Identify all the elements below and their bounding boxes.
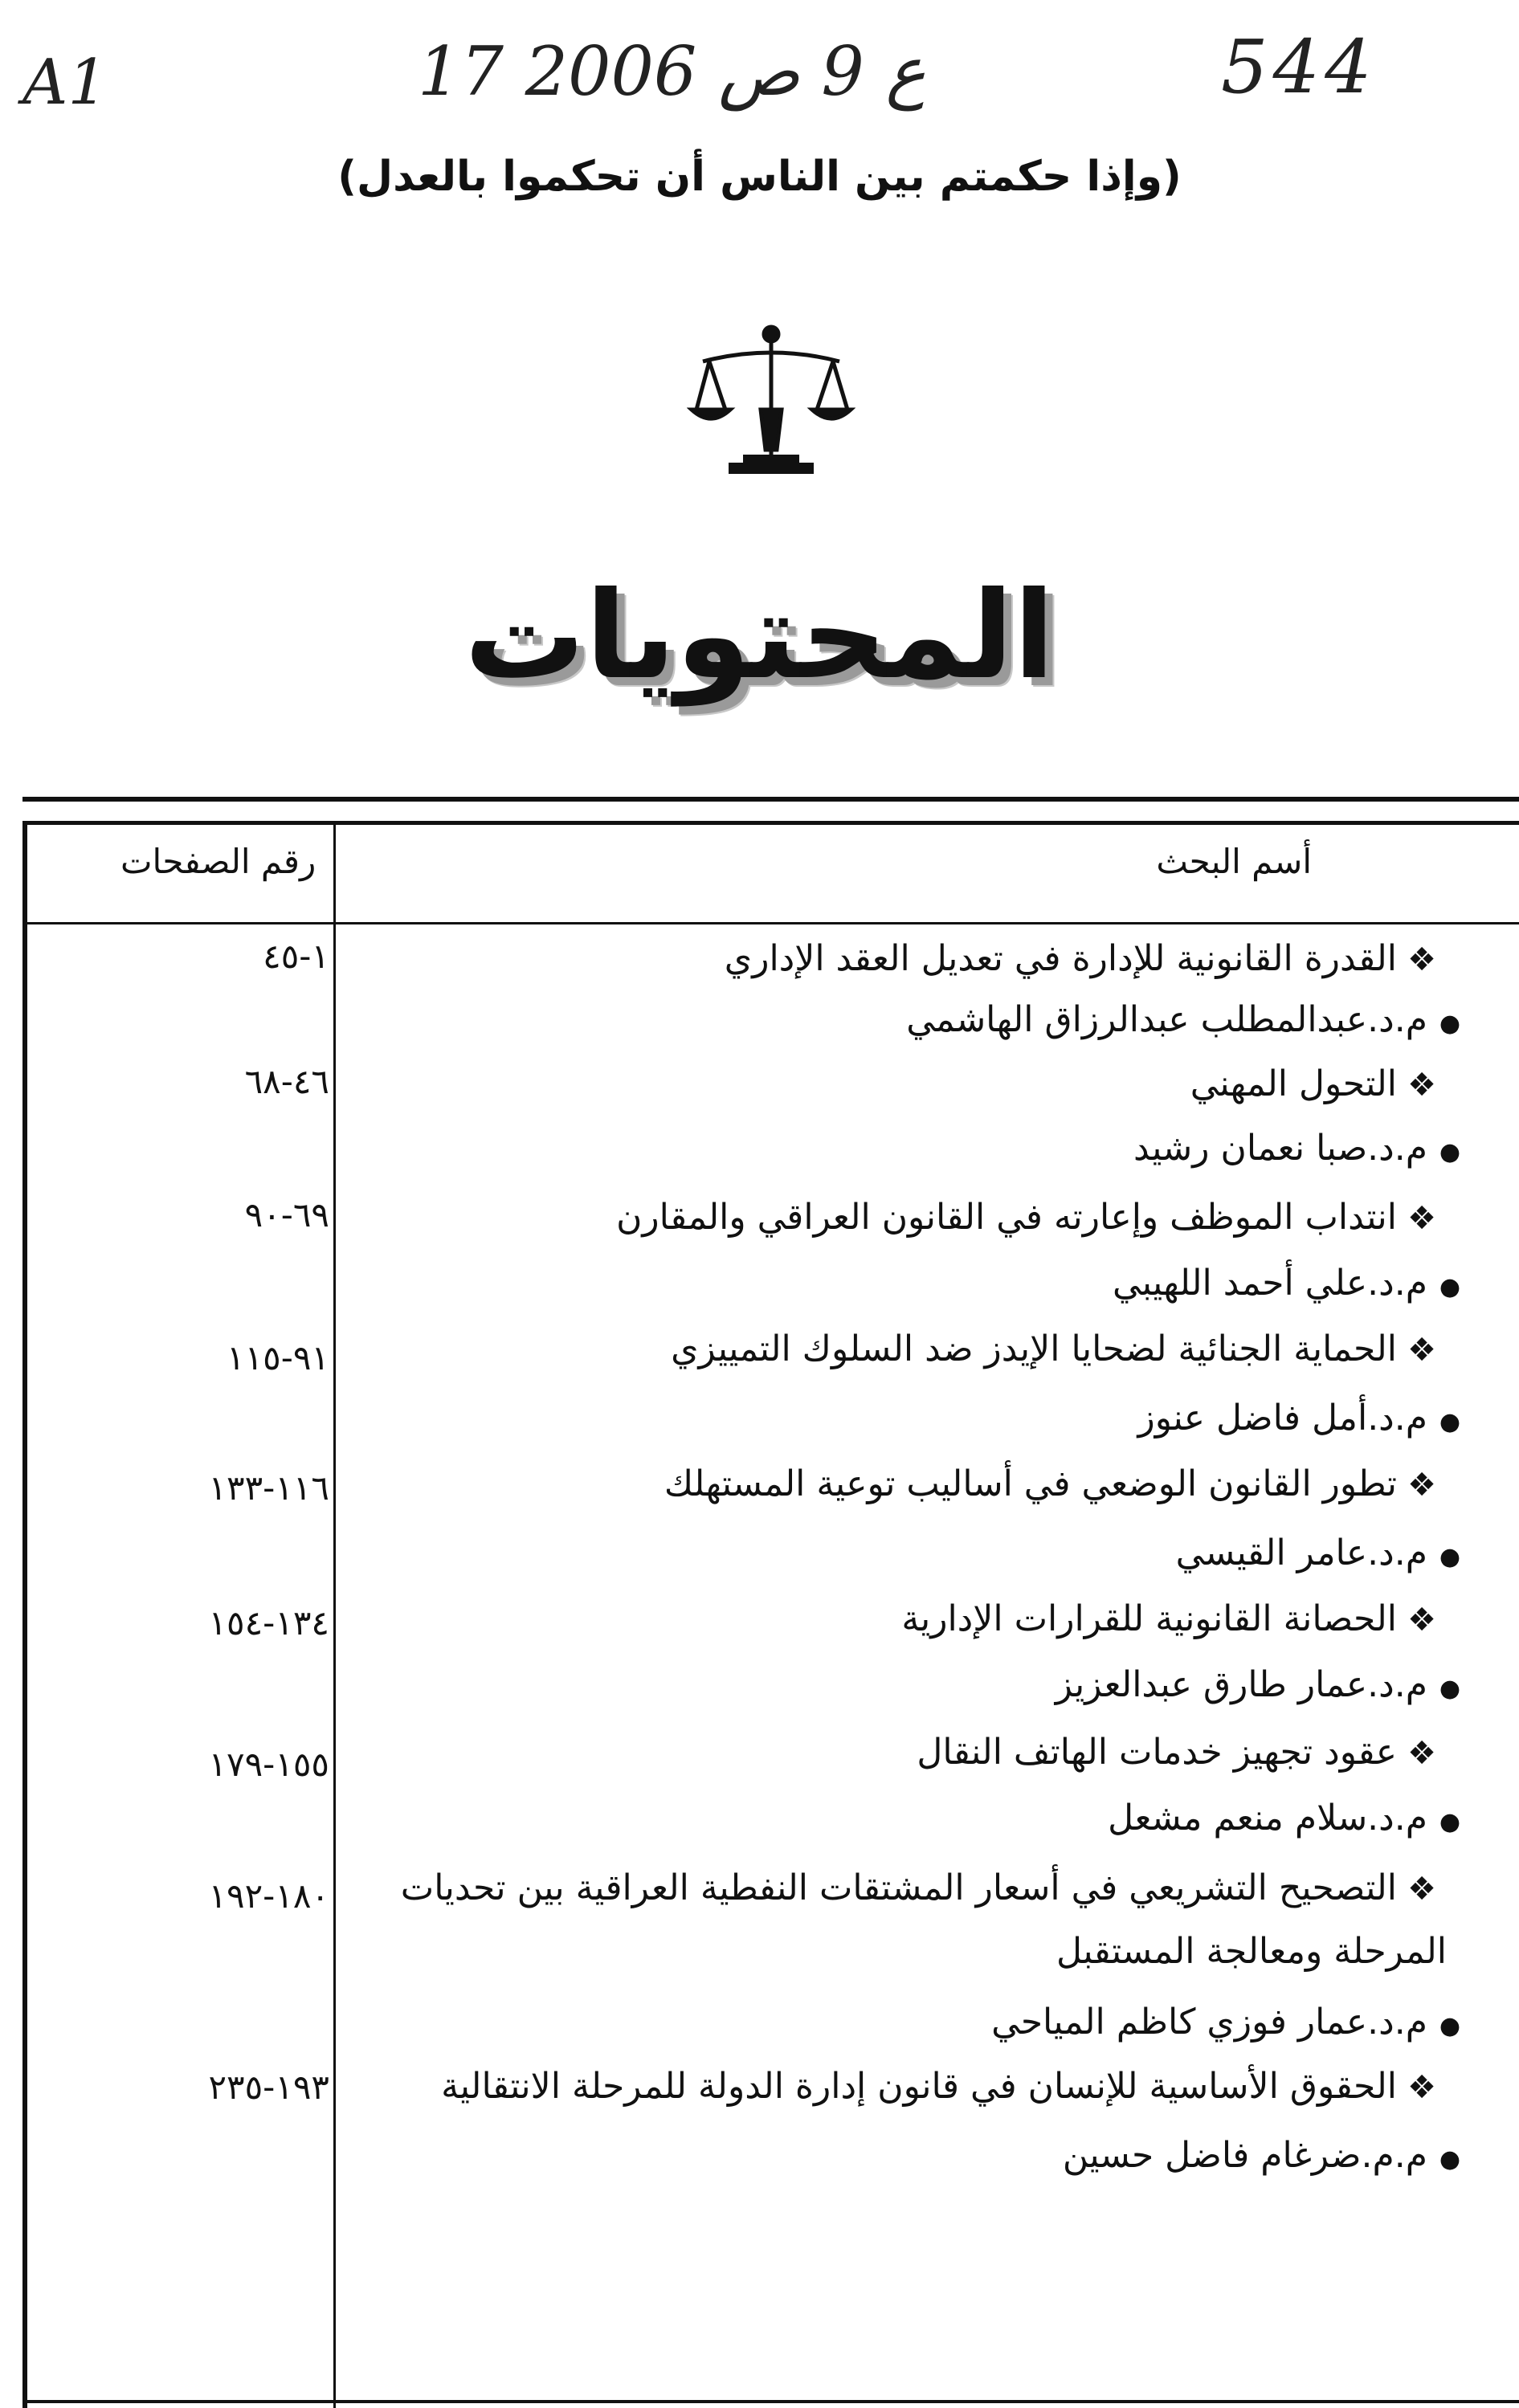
article-title: القدرة القانونية للإدارة في تعديل العقد الإداري <box>724 938 1397 979</box>
article-title: الحماية الجنائية لضحايا الإيدز ضد السلوك التمييزي <box>671 1328 1397 1369</box>
table-bottom-rule <box>22 2400 1519 2403</box>
article-author: م.د.سلام منعم مشعل <box>1108 1798 1427 1839</box>
article-title: تطور القانون الوضعي في أساليب توعية المستهلك <box>664 1463 1397 1504</box>
diamond-bullet-icon: ❖ <box>1407 1200 1436 1237</box>
page-range: ١٨٠-١٩٢ <box>208 1876 329 1916</box>
table-row-title <box>917 1728 1447 1777</box>
header-divider <box>27 922 1519 924</box>
table-row-author <box>1108 1794 1472 1847</box>
article-title: الحقوق الأساسية للإنسان في قانون إدارة الدولة للمرحلة الانتقالية <box>441 2066 1397 2107</box>
article-title: عقود تجهيز خدمات الهاتف النقال <box>917 1732 1397 1773</box>
article-author: م.د.أمل فاضل عنوز <box>1137 1398 1427 1439</box>
article-title: انتداب الموظف وإعارته في القانون العراقي والمقارن <box>616 1197 1397 1238</box>
dot-bullet-icon: ● <box>1439 1543 1461 1571</box>
table-row-author <box>1137 1394 1472 1447</box>
table-row-author <box>1176 1529 1472 1582</box>
table-row-title <box>725 935 1447 984</box>
article-author: م.د.عبدالمطلب عبدالرزاق الهاشمي <box>906 999 1427 1040</box>
handwritten-note-date: 17 ع 9 ص 2006 <box>418 32 926 111</box>
page-range: ٦٩-٩٠ <box>244 1195 329 1235</box>
dot-bullet-icon: ● <box>1439 1273 1461 1301</box>
table-top-rule <box>22 797 1519 802</box>
page-range: ١-٤٥ <box>263 937 329 976</box>
quranic-verse-heading: (وإذا حكمتم بين الناس أن تحكموا بالعدل) <box>337 153 1182 201</box>
table-row-author <box>906 996 1472 1048</box>
column-divider <box>333 821 336 2408</box>
handwritten-note-left: A1 <box>22 47 108 119</box>
table-row-author <box>1063 2132 1472 2184</box>
table-row-author <box>1056 1661 1472 1713</box>
diamond-bullet-icon: ❖ <box>1407 1332 1436 1369</box>
dot-bullet-icon: ● <box>1439 1675 1461 1703</box>
page-title: المحتويات <box>463 566 1056 706</box>
diamond-bullet-icon: ❖ <box>1407 1467 1436 1504</box>
dot-bullet-icon: ● <box>1439 1408 1461 1436</box>
page-range: ١٥٥-١٧٩ <box>208 1745 329 1784</box>
article-title: التصحيح التشريعي في أسعار المشتقات النفطية العراقية بين تحديات المرحلة ومعالجة المستقبل <box>400 1867 1447 1972</box>
article-author: م.د.صبا نعمان رشيد <box>1133 1128 1427 1169</box>
page-range: ١١٦-١٣٣ <box>208 1468 329 1508</box>
table-row-author <box>1133 1124 1472 1177</box>
page-range: ٤٦-٦٨ <box>244 1062 329 1101</box>
article-author: م.د.عمار فوزي كاظم المياحي <box>991 2002 1427 2043</box>
scales-of-justice-icon <box>687 321 855 482</box>
dot-bullet-icon: ● <box>1439 1138 1461 1166</box>
diamond-bullet-icon: ❖ <box>1407 1735 1436 1772</box>
column-header-title: أسم البحث <box>1156 842 1312 881</box>
page-range: ١٣٤-١٥٤ <box>208 1603 329 1643</box>
table-row-title <box>441 2063 1447 2112</box>
table-row-title <box>386 1857 1447 1983</box>
diamond-bullet-icon: ❖ <box>1407 1871 1436 1908</box>
table-row-title <box>901 1595 1447 1644</box>
article-title: الحصانة القانونية للقرارات الإدارية <box>901 1598 1397 1639</box>
article-author: م.د.عامر القيسي <box>1175 1533 1427 1573</box>
diamond-bullet-icon: ❖ <box>1407 1067 1436 1104</box>
page-range: ١٩٣-٢٣٥ <box>208 2067 329 2107</box>
table-row-author <box>1113 1259 1472 1312</box>
dot-bullet-icon: ● <box>1439 2145 1461 2173</box>
table-row-author <box>991 1998 1472 2051</box>
page-range: ٩١-١١٥ <box>227 1338 329 1377</box>
table-row-title <box>664 1460 1447 1509</box>
diamond-bullet-icon: ❖ <box>1407 2069 1436 2106</box>
column-header-pages: رقم الصفحات <box>120 842 316 881</box>
table-row-title <box>1190 1060 1447 1109</box>
dot-bullet-icon: ● <box>1439 1010 1461 1038</box>
dot-bullet-icon: ● <box>1439 2012 1461 2040</box>
article-author: م.م.ضرغام فاضل حسين <box>1062 2135 1427 2176</box>
handwritten-note-number: 544 <box>1221 24 1377 110</box>
diamond-bullet-icon: ❖ <box>1407 1602 1436 1639</box>
table-row-title <box>616 1194 1447 1243</box>
article-author: م.د.عمار طارق عبدالعزيز <box>1055 1664 1427 1705</box>
article-title: التحول المهني <box>1190 1063 1397 1104</box>
table-row-title <box>671 1325 1447 1374</box>
diamond-bullet-icon: ❖ <box>1407 941 1436 978</box>
article-author: م.د.علي أحمد اللهيبي <box>1113 1263 1427 1304</box>
dot-bullet-icon: ● <box>1439 1808 1461 1836</box>
